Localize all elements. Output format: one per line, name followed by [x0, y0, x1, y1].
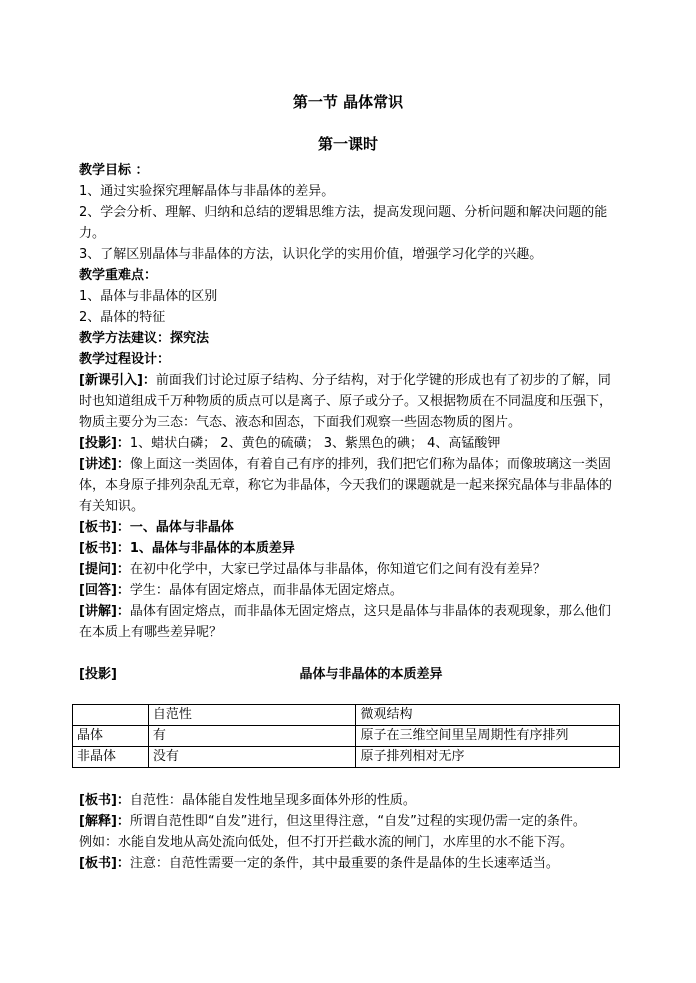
spacer	[79, 643, 619, 664]
after-tag: [板书]：	[79, 856, 130, 871]
table-cell: 原子在三维空间里呈周期性有序排列	[356, 726, 620, 747]
table-label: [投影]	[79, 667, 117, 682]
process-text: 像上面这一类固体，有着自己有序的排列，我们把它们称为晶体；而像玻璃这一类固体，本身原子排列杂乱无章，称它为非晶体，今天我们的课题就是一起来探究晶体与非晶体的有关知识。	[79, 457, 613, 514]
process-tag: [新课引入]：	[79, 373, 156, 388]
page-subtitle: 第一课时	[317, 135, 378, 153]
process-tag: [板书]：	[79, 541, 130, 556]
process-tag: [讲述]：	[79, 457, 130, 472]
key-point-item: 1、晶体与非晶体的区别	[79, 289, 218, 304]
process-text: 一、晶体与非晶体	[129, 520, 234, 535]
process-item	[79, 538, 619, 559]
after-text: 注意：自范性需要一定的条件，其中最重要的条件是晶体的生长速率适当。	[129, 856, 559, 871]
process-tag: [投影]：	[79, 436, 130, 451]
process-tag: [提问]：	[79, 562, 130, 577]
process-tag: [讲解]：	[79, 604, 130, 619]
table-header-cell: 自范性	[148, 705, 356, 726]
comparison-table	[72, 704, 620, 768]
process-text: 晶体有固定熔点，而非晶体无固定熔点，这只是晶体与非晶体的表观现象，那么他们在本质上有哪些差异呢？	[79, 604, 611, 640]
key-points-heading: 教学重难点：	[79, 268, 158, 283]
goal-item: 1、通过实验探究理解晶体与非晶体的差异。	[79, 184, 335, 199]
process-item	[79, 454, 619, 517]
table-cell: 没有	[148, 747, 356, 768]
goal-item: 3、了解区别晶体与非晶体的方法，认识化学的实用价值，增强学习化学的兴趣。	[79, 247, 543, 262]
process-heading: 教学过程设计：	[79, 352, 171, 367]
process-item	[79, 559, 619, 580]
after-tag: [板书]：	[79, 793, 130, 808]
table-header-row	[73, 705, 620, 726]
after-item	[79, 811, 619, 832]
table-cell: 晶体	[73, 726, 149, 747]
after-text: 例如：水能自发地从高处流向低处，但不打开拦截水流的闸门，水库里的水不能下泻。	[79, 835, 574, 850]
process-text: 1、蜡状白磷； 2、黄色的硫磺； 3、紫黑色的碘； 4、高锰酸钾	[129, 436, 501, 451]
table-cell: 有	[148, 726, 356, 747]
process-text: 1、晶体与非晶体的本质差异	[129, 541, 295, 556]
table-row	[73, 747, 620, 768]
table-cell: 非晶体	[73, 747, 149, 768]
process-item	[79, 601, 619, 643]
table-header-cell: 微观结构	[356, 705, 620, 726]
process-tag: [回答]：	[79, 583, 130, 598]
page-title: 第一节 晶体常识	[292, 93, 404, 111]
key-point-item: 2、晶体的特征	[79, 310, 166, 325]
process-text: 学生：晶体有固定熔点，而非晶体无固定熔点。	[129, 583, 403, 598]
after-item	[79, 832, 619, 853]
after-item	[79, 790, 619, 811]
after-text: 所谓自范性即“自发”进行，但这里得注意，“自发”过程的实现仍需一定的条件。	[129, 814, 586, 829]
goal-item: 2、学会分析、理解、归纳和总结的逻辑思维方法，提高发现问题、分析问题和解决问题的能力。	[79, 205, 608, 241]
method-line: 教学方法建议：探究法	[79, 331, 210, 346]
table-caption-row	[79, 664, 619, 685]
process-item	[79, 370, 619, 433]
process-item	[79, 517, 619, 538]
table-header-cell	[73, 705, 149, 726]
goals-heading: 教学目标 ：	[79, 163, 149, 178]
after-text: 自范性：晶体能自发性地呈现多面体外形的性质。	[129, 793, 416, 808]
lesson-content-continued	[79, 790, 619, 874]
table-row	[73, 726, 620, 747]
process-tag: [板书]：	[79, 520, 130, 535]
lesson-content	[79, 160, 619, 685]
process-text: 前面我们讨论过原子结构、分子结构，对于化学键的形成也有了初步的了解，同时也知道组成千万种物质的质点可以是离子、原子或分子。又根据物质在不同温度和压强下，物质主要分为三态：气态、液态和固态，下面我们观察一些固态物质的图片。	[79, 373, 613, 430]
table-cell: 原子排列相对无序	[356, 747, 620, 768]
after-item	[79, 853, 619, 874]
table-caption: 晶体与非晶体的本质差异	[299, 667, 443, 682]
process-item	[79, 433, 619, 454]
process-text: 在初中化学中，大家已学过晶体与非晶体，你知道它们之间有没有差异？	[129, 562, 546, 577]
after-tag: [解释]：	[79, 814, 130, 829]
process-item	[79, 580, 619, 601]
